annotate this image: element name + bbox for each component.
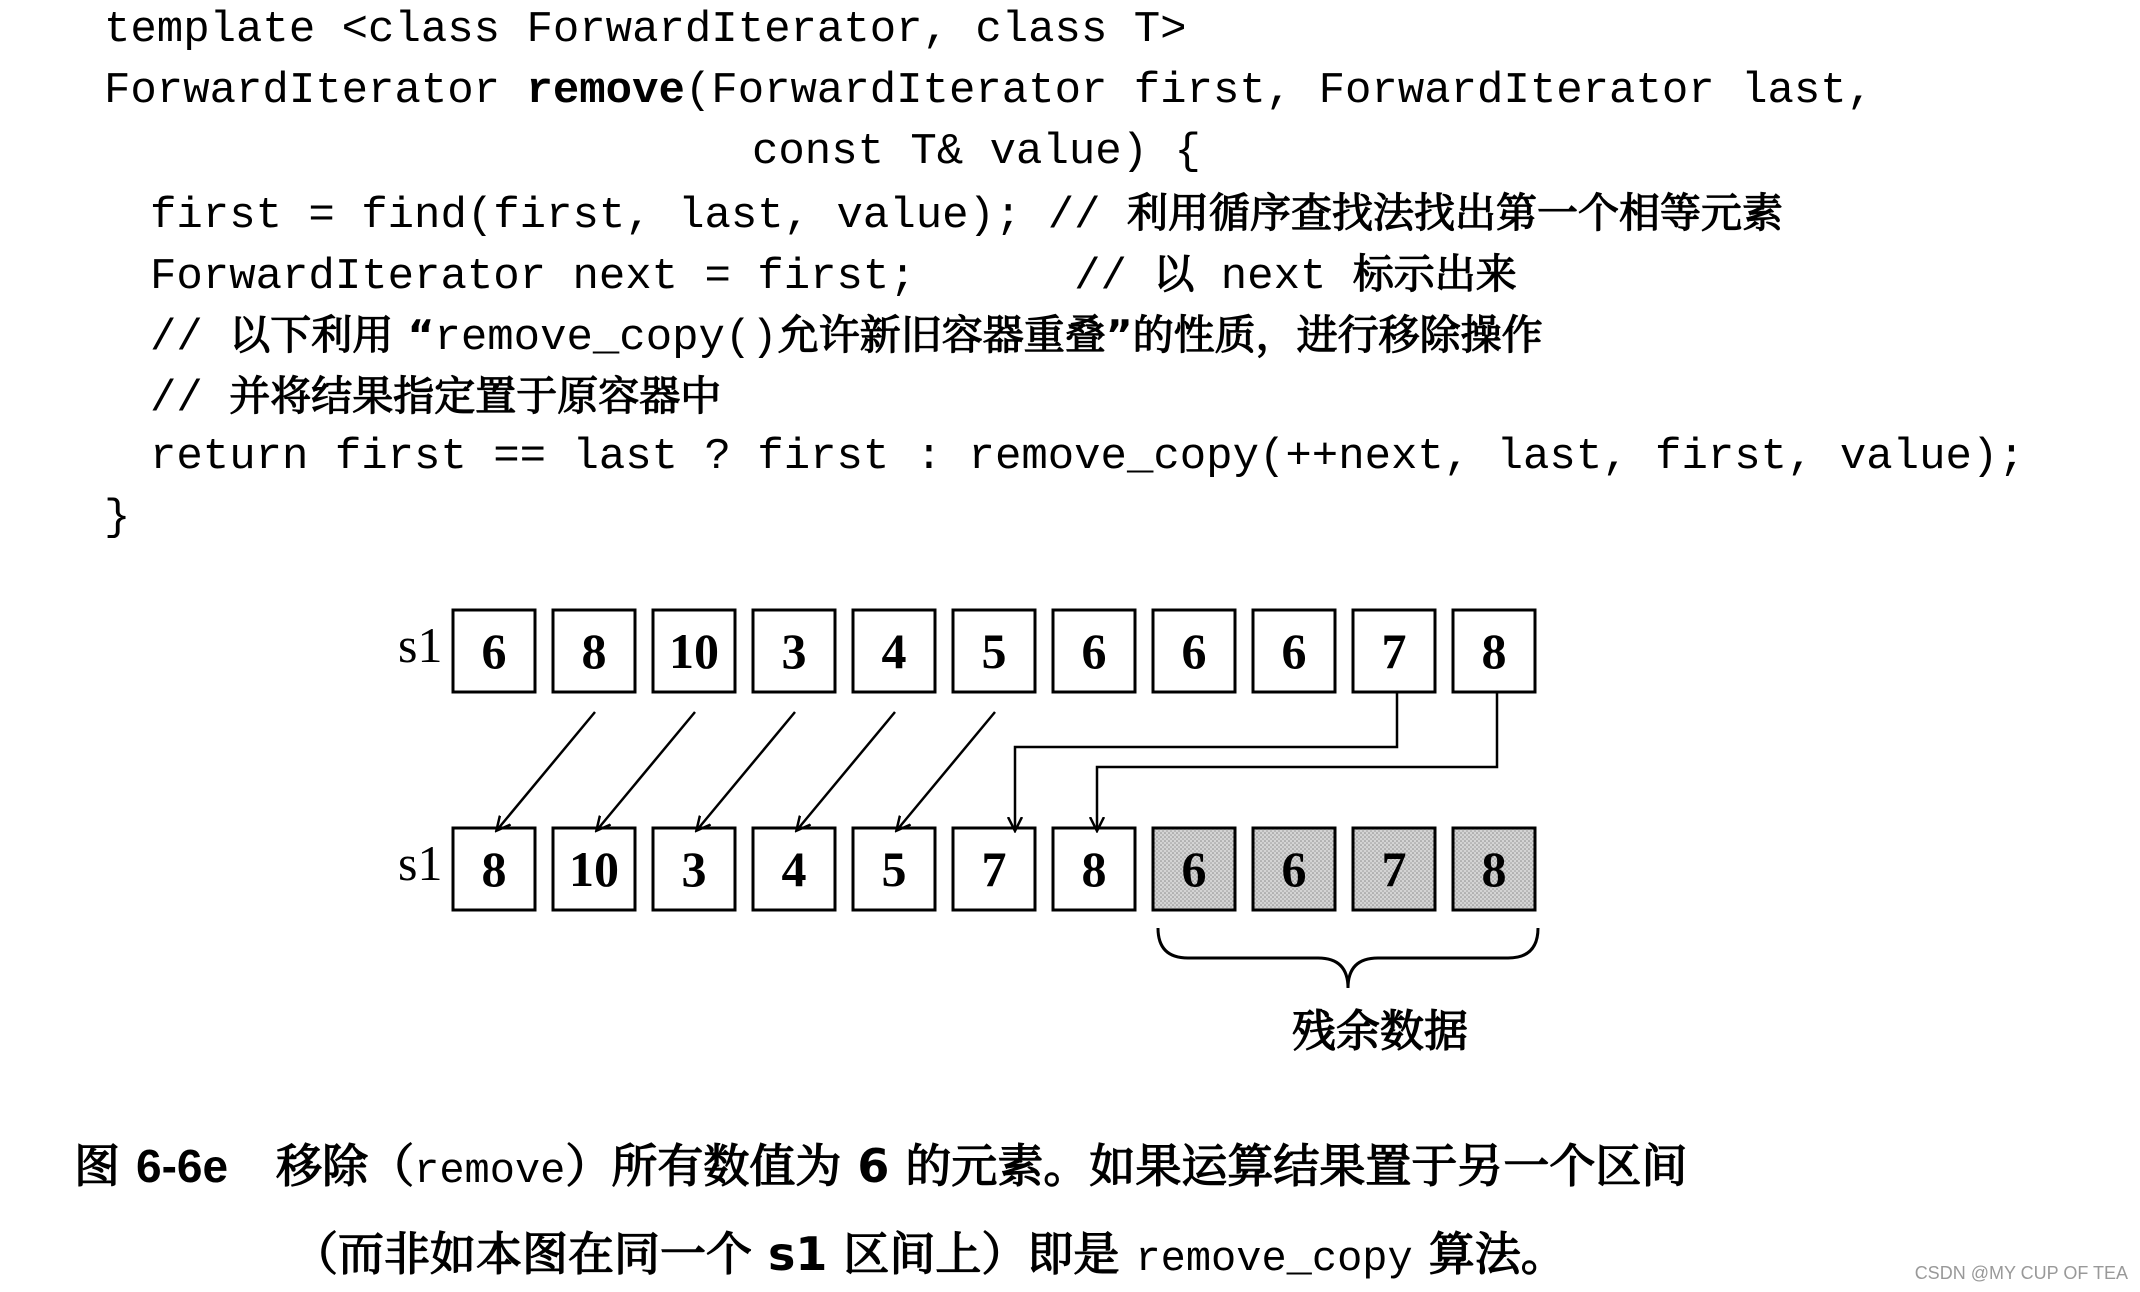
code-line-1 [104, 0, 1187, 61]
code-text: } [104, 493, 131, 543]
top-row-cell-value: 8 [1481, 623, 1507, 679]
code-line-9 [104, 488, 130, 549]
top-row-cell-value: 10 [669, 623, 719, 679]
bottom-row-cell-value: 3 [681, 841, 707, 897]
code-comment: 允许新旧容器重叠”的性质，进行移除操作 [777, 311, 1543, 359]
code-text: return first == last ? first : remove_copy(++next, last, first, value); [150, 432, 2025, 482]
figure-caption-line-1 [74, 1130, 1687, 1196]
code-line-3 [752, 122, 1201, 183]
bottom-row [453, 828, 1535, 910]
top-row-cell-value: 3 [781, 623, 807, 679]
watermark: CSDN @MY CUP OF TEA [1914, 1263, 2128, 1283]
residual-brace [1158, 928, 1538, 988]
bottom-row-cell-value: 8 [1081, 841, 1107, 897]
bottom-row-cell-value: 7 [1381, 841, 1407, 897]
arrow [697, 712, 795, 830]
move-arrows [497, 692, 1497, 830]
top-row-cell-value: 8 [581, 623, 607, 679]
bottom-row-cell-value: 10 [569, 841, 619, 897]
code-text: // [150, 313, 230, 363]
bottom-row-cell-value: 7 [981, 841, 1007, 897]
code-text: ForwardIterator next = first; // [150, 252, 1154, 302]
caption-text: （而非如本图在同一个 s1 区间上）即是 [292, 1227, 1136, 1281]
residual-label: 残余数据 [1292, 1006, 1468, 1057]
remove-diagram [0, 560, 2140, 1080]
code-line-8 [150, 427, 2025, 488]
code-line-5 [150, 244, 1517, 308]
bottom-row-cell-value: 5 [881, 841, 907, 897]
figure-caption-line-2 [292, 1218, 1567, 1284]
top-row-cell-value: 5 [981, 623, 1007, 679]
top-row [453, 610, 1535, 692]
arrow [897, 712, 995, 830]
arrow [1097, 692, 1497, 830]
code-text: (ForwardIterator first, ForwardIterator last, [684, 66, 1874, 116]
s1-label-top: s1 [398, 617, 443, 673]
top-row-cell-value: 6 [481, 623, 507, 679]
top-row-cell-value: 6 [1281, 623, 1307, 679]
top-row-cell-value: 7 [1381, 623, 1407, 679]
code-line-6 [150, 305, 1543, 369]
arrow [497, 712, 595, 830]
code-text: const T& value) { [752, 127, 1201, 177]
top-row-cell-value: 4 [881, 623, 907, 679]
code-text: template <class ForwardIterator, class T> [104, 5, 1187, 55]
bottom-row-cell-value: 6 [1181, 841, 1207, 897]
caption-text: ）所有数值为 6 的元素。如果运算结果置于另一个区间 [565, 1139, 1688, 1193]
code-comment: 利用循序查找法找出第一个相等元素 [1126, 189, 1783, 237]
code-comment: 并将结果指定置于原容器中 [229, 372, 722, 420]
arrow [797, 712, 895, 830]
caption-text: 算法。 [1412, 1227, 1567, 1281]
code-text: remove_copy() [434, 313, 778, 363]
top-row-cell-value: 6 [1081, 623, 1107, 679]
code-text: next [1194, 252, 1353, 302]
caption-code: remove_copy [1135, 1235, 1413, 1283]
bottom-row-cell-value: 6 [1281, 841, 1307, 897]
code-text: ForwardIterator [104, 66, 527, 116]
bottom-row-cell-value: 8 [481, 841, 507, 897]
caption-code: remove [414, 1147, 566, 1195]
bottom-row-cell-value: 4 [781, 841, 807, 897]
s1-label-bottom: s1 [398, 835, 443, 891]
code-comment: 以下利用 “ [229, 311, 435, 359]
figure-prefix: 图 [74, 1139, 137, 1193]
arrow [597, 712, 695, 830]
arrow [1015, 692, 1397, 830]
bottom-row-cell-value: 8 [1481, 841, 1507, 897]
code-comment: 以 [1153, 250, 1195, 298]
code-line-2 [104, 61, 1873, 122]
function-name: remove [526, 66, 685, 116]
code-line-7 [150, 366, 721, 430]
code-text: // [150, 374, 230, 424]
code-line-4 [150, 183, 1783, 247]
code-comment: 标示出来 [1352, 250, 1517, 298]
figure-number: 6-6e [136, 1140, 229, 1192]
caption-text: 移除（ [228, 1139, 415, 1193]
code-block [0, 0, 2025, 610]
top-row-cell-value: 6 [1181, 623, 1207, 679]
code-text: first = find(first, last, value); // [150, 191, 1127, 241]
